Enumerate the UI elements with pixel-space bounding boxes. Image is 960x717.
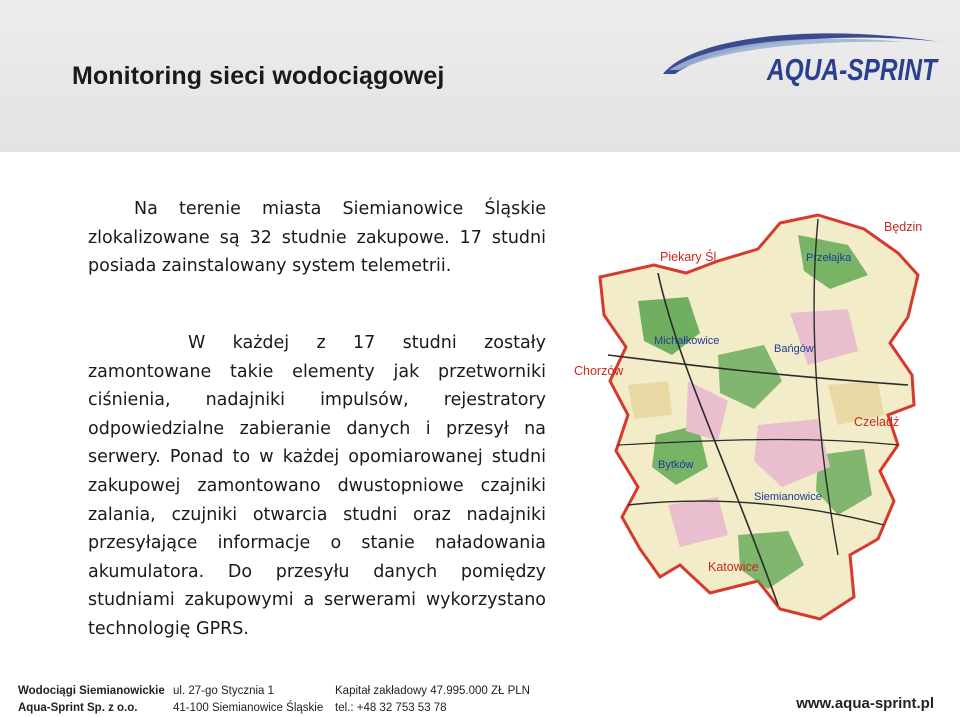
footer-company bbox=[18, 683, 165, 717]
footer-website-link[interactable]: www.aqua-sprint.pl bbox=[796, 695, 934, 712]
aqua-sprint-logo bbox=[655, 30, 945, 92]
map-label-katowice: Katowice bbox=[708, 560, 759, 574]
map-label-chorzow: Chorzów bbox=[574, 364, 624, 378]
map-label-przelajka: Przełajka bbox=[806, 252, 852, 264]
footer-phone: tel.: +48 32 753 53 78 bbox=[335, 702, 447, 714]
paragraph-telemetry: W każdej z 17 studni zostały zamontowane takie elementy jak przetworniki ciśnienia, nadajniki impulsów, rejestratory odpowiedzialne zabieranie danych i przesył na serwery. Ponad to w każdej opomiarowanej studni zakupowej zamontowano dwustopniowe czajniki zalania, czujniki otwarcia studni oraz nadajniki przesyłające informacje o stanie naładowania akumulatora. Do przesyłu danych pomiędzy studniami zakupowymi a serwerami wykorzystano technologię GPRS. bbox=[88, 333, 546, 639]
footer-company-name: Wodociągi Siemianowickie bbox=[18, 685, 165, 697]
footer-capital: Kapitał zakładowy 47.995.000 ZŁ PLN bbox=[335, 685, 530, 697]
footer-address bbox=[173, 683, 323, 717]
logo-text: AQUA-SPRINT bbox=[766, 52, 940, 87]
footer-company-legal: Aqua-Sprint Sp. z o.o. bbox=[18, 702, 138, 714]
map-label-bangow: Bańgów bbox=[774, 343, 814, 355]
map-label-bytkow: Bytków bbox=[658, 459, 694, 471]
footer-contact bbox=[335, 683, 530, 717]
slide-footer bbox=[0, 675, 960, 716]
map-label-piekary: Piekary Śl. bbox=[660, 250, 720, 264]
footer-city: 41-100 Siemianowice Śląskie bbox=[173, 702, 324, 714]
slide-header bbox=[0, 0, 960, 152]
map-label-michalkowice: Michałkowice bbox=[654, 335, 720, 347]
slide-title: Monitoring sieci wodociągowej bbox=[72, 62, 445, 90]
city-map bbox=[568, 205, 940, 625]
footer-street: ul. 27-go Stycznia 1 bbox=[173, 685, 275, 697]
paragraph-wells: Na terenie miasta Siemianowice Śląskie zlokalizowane są 32 studnie zakupowe. 17 studni posiada zainstalowany system telemetrii. bbox=[88, 199, 546, 277]
map-label-czeladz: Czeladź bbox=[854, 415, 900, 429]
map-label-bedzin: Będzin bbox=[884, 220, 923, 234]
map-urban-area bbox=[628, 381, 672, 419]
map-label-siemianowice: Siemianowice bbox=[754, 491, 822, 503]
